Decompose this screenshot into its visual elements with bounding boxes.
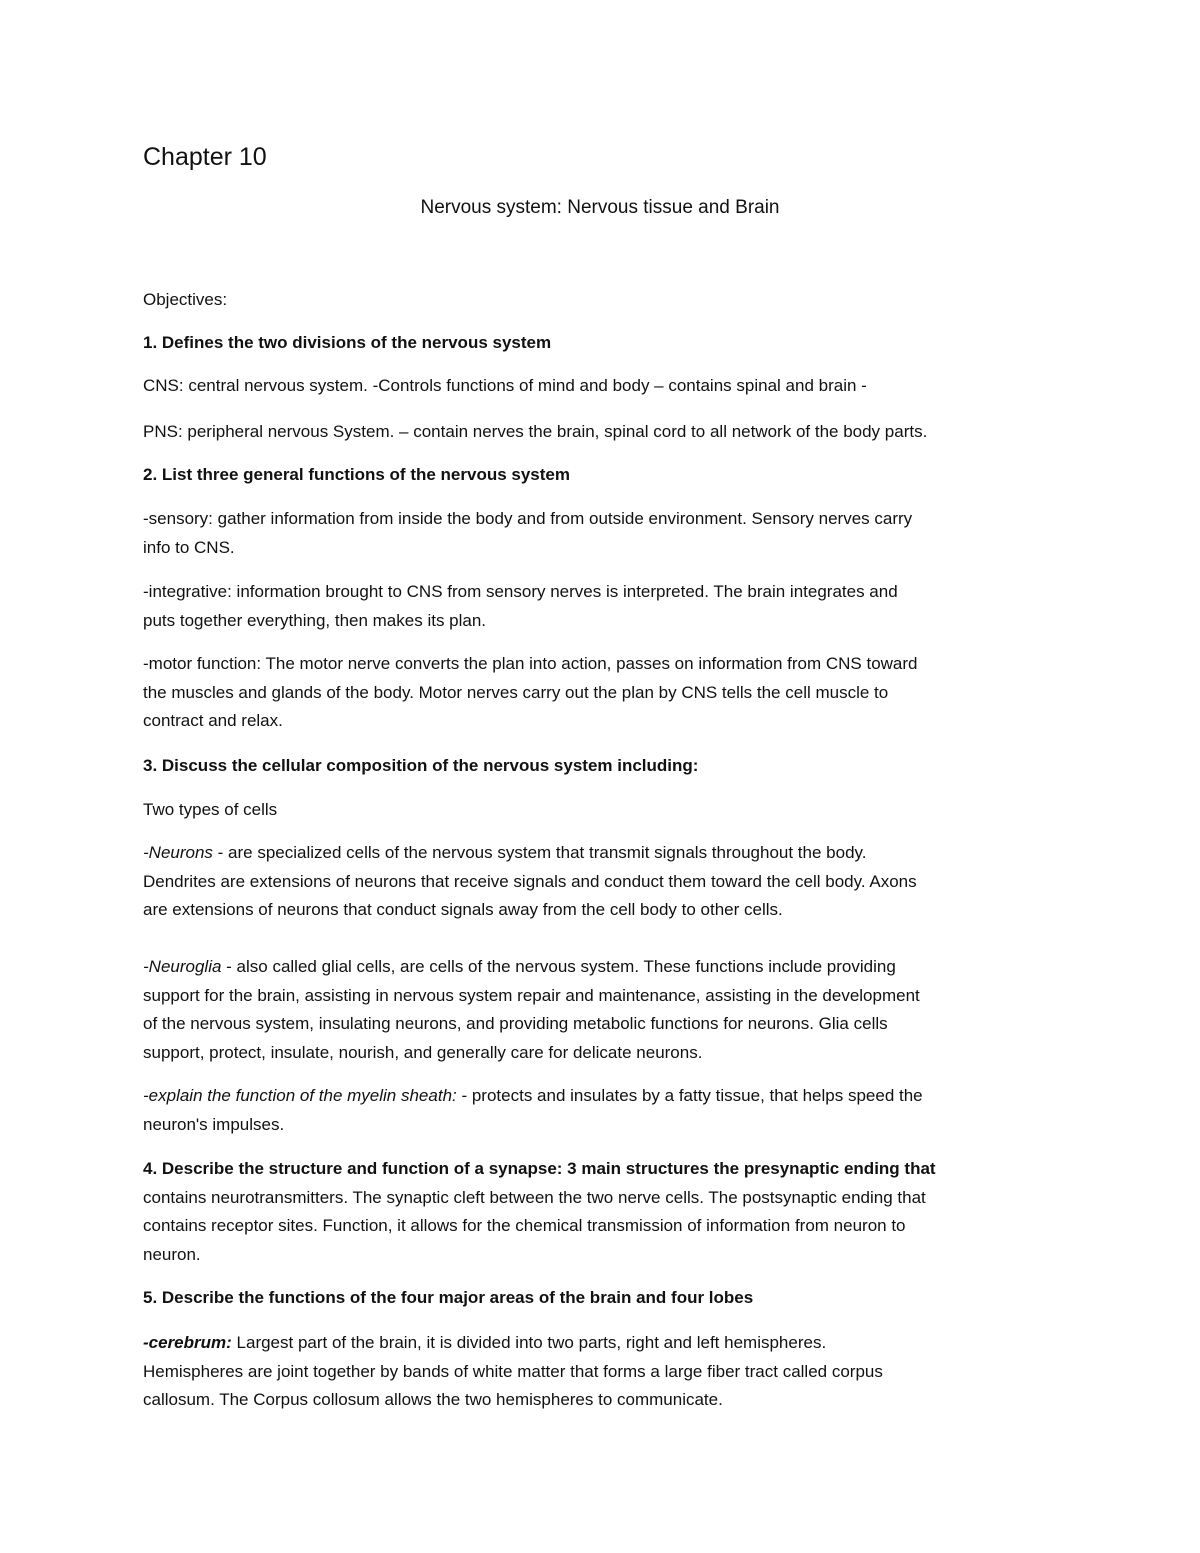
cerebrum-term: -cerebrum: bbox=[143, 1333, 232, 1352]
motor-function: -motor function: The motor nerve converts the plan into action, passes on information from CNS toward the muscles and glands of the body. Motor nerves carry out the plan by CNS tells the cell muscle to contract and relax. bbox=[143, 654, 918, 731]
cns-definition: CNS: central nervous system. -Controls functions of mind and body – contains spinal and brain - bbox=[143, 376, 867, 395]
neurons-term: -Neurons bbox=[143, 843, 213, 862]
objectives-label: Objectives: bbox=[143, 290, 228, 309]
objective-3 bbox=[143, 752, 1073, 781]
objective-heading: 5. Describe the functions of the four major areas of the brain and four lobes bbox=[143, 1288, 754, 1307]
objective-4: 4. Describe the structure and function of a synapse: 3 main structures the presynaptic ending that contains neurotransmitters. The synaptic cleft between the two nerve cells. The postsynaptic ending that contains receptor sites. Function, it allows for the chemical transmission of information from neuron to neuron. bbox=[143, 1155, 1073, 1269]
cerebrum-paragraph: -cerebrum: Largest part of the brain, it is divided into two parts, right and left hemispheres. Hemispheres are joint together by bands of white matter that forms a large fiber tract called corpus callosum. The Corpus collosum allows the two hemispheres to communicate. bbox=[143, 1333, 883, 1410]
objective-heading: 2. List three general functions of the nervous system bbox=[143, 465, 570, 484]
integrative-function: -integrative: information brought to CNS from sensory nerves is interpreted. The brain integrates and puts together everything, then makes its plan. bbox=[143, 582, 898, 630]
objective-heading: 1. Defines the two divisions of the nervous system bbox=[143, 333, 552, 352]
sensory-function: -sensory: gather information from inside the body and from outside environment. Sensory nerves carry info to CNS. bbox=[143, 509, 913, 557]
neuroglia-term: -Neuroglia bbox=[143, 957, 222, 976]
objective-5 bbox=[143, 1284, 1073, 1313]
two-types-label: Two types of cells bbox=[143, 800, 278, 819]
objective-1 bbox=[143, 329, 1073, 358]
objective-heading: 4. Describe the structure and function of a synapse: 3 main structures the presynaptic ending that bbox=[143, 1159, 936, 1178]
objective-heading: 3. Discuss the cellular composition of the nervous system including: bbox=[143, 756, 699, 775]
myelin-term: -explain the function of the myelin sheath: bbox=[143, 1086, 457, 1105]
neurons-paragraph: -Neurons - are specialized cells of the nervous system that transmit signals throughout the body. Dendrites are extensions of neurons that receive signals and conduct them toward the cell body. Axons are extensions of neurons that conduct signals away from the cell body to other cells. bbox=[143, 843, 917, 920]
pns-definition: PNS: peripheral nervous System. – contain nerves the brain, spinal cord to all network of the body parts. bbox=[143, 422, 928, 441]
objective-2 bbox=[143, 461, 1073, 490]
myelin-paragraph: -explain the function of the myelin sheath: - protects and insulates by a fatty tissue, that helps speed the neuron's impulses. bbox=[143, 1086, 923, 1134]
neuroglia-paragraph: -Neuroglia - also called glial cells, are cells of the nervous system. These functions include providing support for the brain, assisting in nervous system repair and maintenance, assisting in the development of the nervous system, insulating neurons, and providing metabolic functions for neurons. Glia cells support, protect, insulate, nourish, and generally care for delicate neurons. bbox=[143, 957, 920, 1062]
document-subtitle: Nervous system: Nervous tissue and Brain bbox=[420, 197, 780, 218]
chapter-title: Chapter 10 bbox=[143, 143, 267, 171]
